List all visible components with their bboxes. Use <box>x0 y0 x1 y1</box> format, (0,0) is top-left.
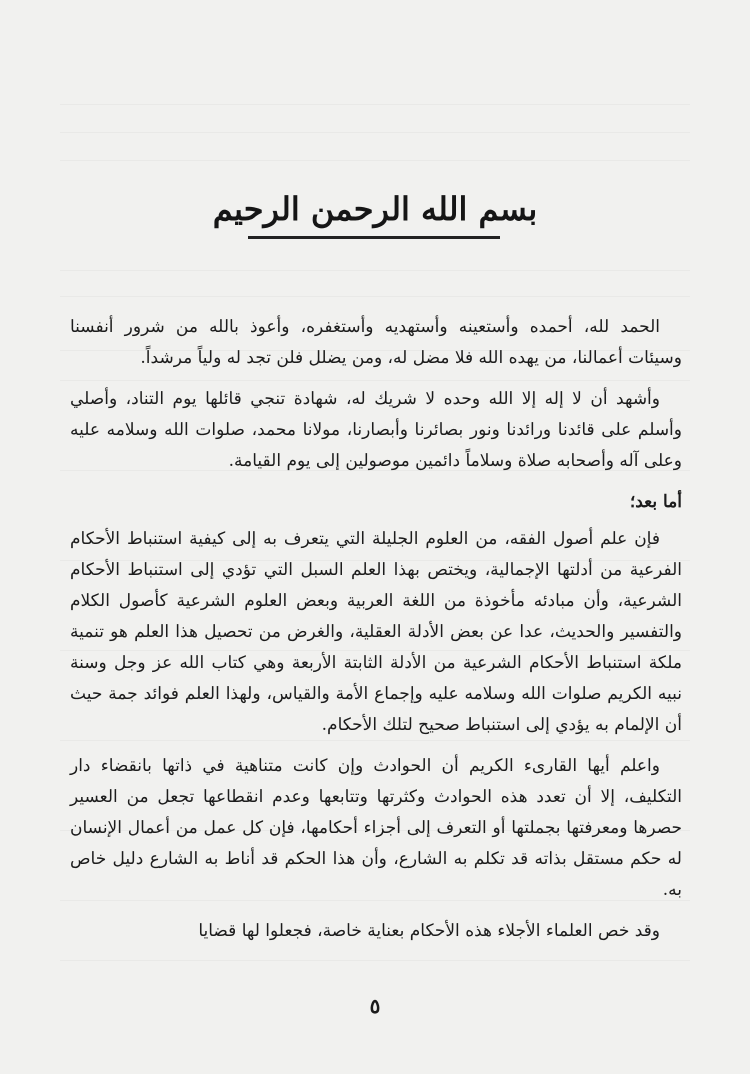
paragraph-testimony: وأشهد أن لا إله إلا الله وحده لا شريك له، شهادة تنجي قائلها يوم التناد، وأصلي وأسلم على قائدنا ورائدنا ونور بصائرنا وأبصارنا، مولانا محمد، صلوات الله وسلامه عليه وعلى آله وأصحابه صلاة وسلاماً دائمين موصولين إلى يوم القيامة. <box>70 389 682 471</box>
body-text <box>70 312 682 957</box>
paragraph-events: واعلم أيها القارىء الكريم أن الحوادث وإن كانت متناهية في ذاتها بانقضاء دار التكليف، إلا أن تعدد هذه الحوادث وكثرتها وتتابعها وعدم انقطاعها تجعل من العسير حصرها ومعرفتها بجملتها أو التعرف إلى أجزاء أحكامها، فإن كل عمل من أعمال الإنسان له حكم مستقل بذاته قد تكلم به الشارع، وأن هذا الحكم قد أناط به الشارع دليل خاص به. <box>70 756 682 900</box>
page-number: ٥ <box>369 994 381 1018</box>
basmala-underline <box>248 236 500 239</box>
basmala-heading: بسم الله الرحمن الرحيم <box>212 190 538 228</box>
paragraph-praise: الحمد لله، أحمده وأستعينه وأستهديه وأستغفره، وأعوذ بالله من شرور أنفسنا وسيئات أعمالنا، من يهده الله فلا مضل له، ومن يضلل فلن تجد له ولياً مرشداً. <box>70 317 682 368</box>
paragraph-scholars: وقد خص العلماء الأجلاء هذه الأحكام بعناية خاصة، فجعلوا لها قضايا <box>198 921 660 941</box>
paragraph-amma-baad: أما بعد؛ <box>629 492 682 512</box>
paragraph-usul-al-fiqh: فإن علم أصول الفقه، من العلوم الجليلة التي يتعرف به إلى كيفية استنباط الأحكام الفرعية من أدلتها الإجمالية، ويختص بهذا العلم السبل التي تؤدي إلى استنباط الأحكام الشرعية، وأن مبادئه مأخوذة من اللغة العربية وبعض العلوم الشرعية كأصول الكلام والتفسير والحديث، عدا عن بعض الأدلة العقلية، والغرض من تحصيل هذا العلم هو تنمية ملكة استنباط الأحكام الشرعية من الأدلة الثابتة الأربعة وهي كتاب الله عز وجل وسنة نبيه الكريم صلوات الله وسلامه عليه وإجماع الأمة والقياس، ولهذا العلم فوائد جمة حيث أن الإلمام به يؤدي إلى استنباط صحيح لتلك الأحكام. <box>70 529 682 735</box>
